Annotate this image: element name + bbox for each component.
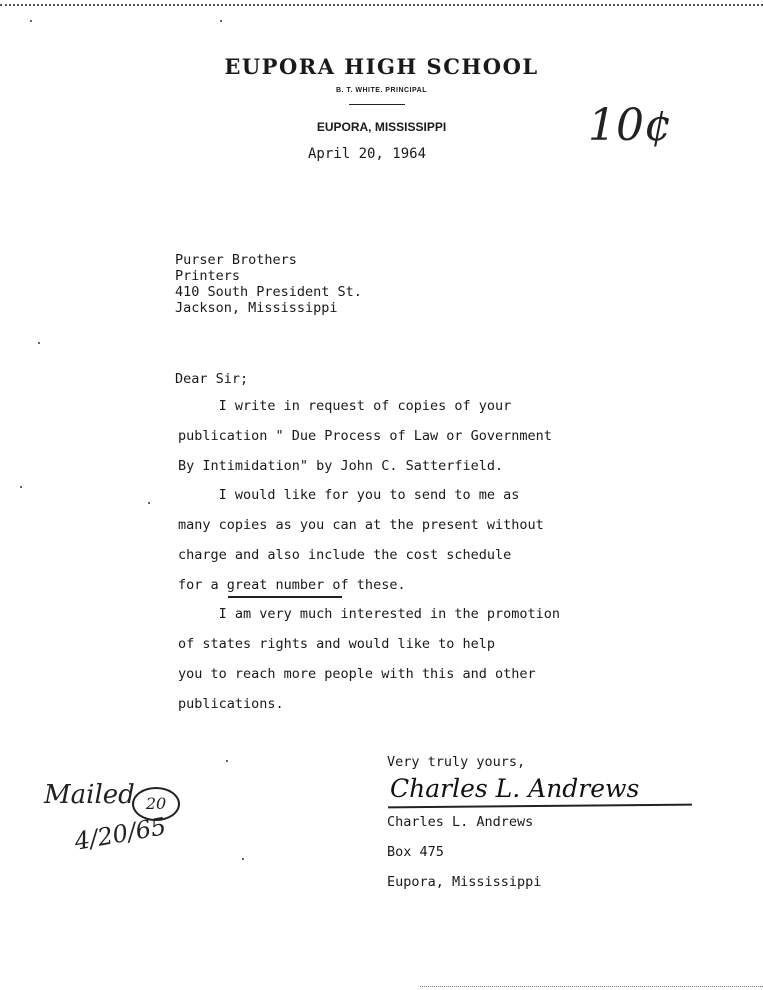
body-line: publications. xyxy=(178,696,284,712)
body-line: I would like for you to send to me as xyxy=(178,487,520,503)
handwritten-amount: 10¢ xyxy=(588,100,672,151)
recipient-line-2: Printers xyxy=(175,268,241,284)
sender-box: Box 475 xyxy=(387,844,444,860)
body-line: of states rights and would like to help xyxy=(178,636,495,652)
letterhead-school: EUPORA HIGH SCHOOL xyxy=(224,54,539,79)
speck xyxy=(148,502,150,504)
signature-line xyxy=(388,804,692,809)
sender-name: Charles L. Andrews xyxy=(387,814,534,830)
speck xyxy=(220,20,222,22)
handwritten-underline xyxy=(228,596,342,598)
closing: Very truly yours, xyxy=(387,754,526,770)
speck xyxy=(20,486,22,488)
letterhead-divider xyxy=(349,104,405,105)
body-line: I write in request of copies of your xyxy=(178,398,512,414)
body-line: many copies as you can at the present without xyxy=(178,517,544,533)
mailed-annotation: Mailed xyxy=(44,780,135,810)
body-line: By Intimidation" by John C. Satterfield. xyxy=(178,458,504,474)
body-line: you to reach more people with this and other xyxy=(178,666,536,682)
bottom-edge-dots xyxy=(420,986,763,987)
letterhead-principal: B. T. WHITE. PRINCIPAL xyxy=(336,87,427,94)
recipient-line-4: Jackson, Mississippi xyxy=(175,300,338,316)
mailed-count-circle: 20 xyxy=(132,787,180,821)
recipient-line-1: Purser Brothers xyxy=(175,252,297,268)
speck xyxy=(242,858,244,860)
letter-date: April 20, 1964 xyxy=(308,146,427,162)
body-line: I am very much interested in the promotion xyxy=(178,606,561,622)
salutation: Dear Sir; xyxy=(175,371,249,387)
speck xyxy=(38,342,40,344)
recipient-line-3: 410 South President St. xyxy=(175,284,362,300)
body-line: for a great number of these. xyxy=(178,577,406,593)
sender-city: Eupora, Mississippi xyxy=(387,874,542,890)
signature: Charles L. Andrews xyxy=(390,774,640,803)
body-line: publication " Due Process of Law or Government xyxy=(178,428,552,444)
speck xyxy=(30,20,32,22)
body-line: charge and also include the cost schedule xyxy=(178,547,512,563)
top-edge-dots xyxy=(0,4,763,6)
letterhead-city: EUPORA, MISSISSIPPI xyxy=(316,120,447,134)
mailed-date: 4/20/65 xyxy=(72,812,169,856)
speck xyxy=(226,760,228,762)
